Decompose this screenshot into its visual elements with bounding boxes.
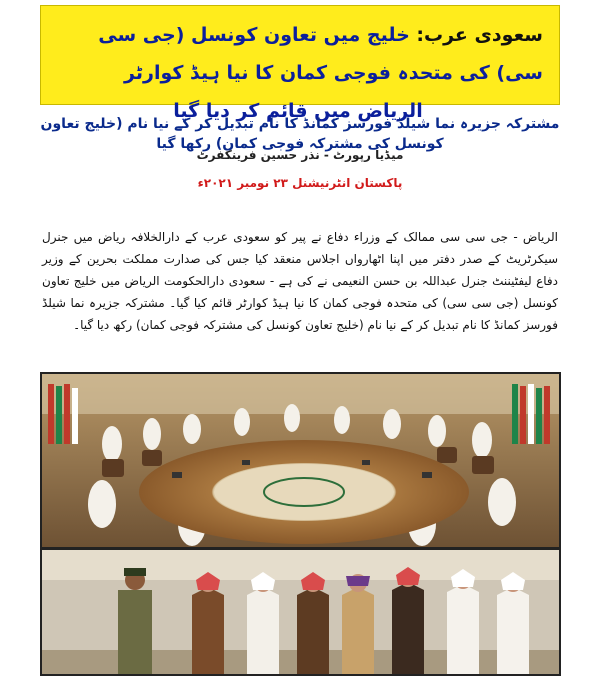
group-photo-illustration <box>42 550 559 674</box>
meeting-photo <box>40 372 561 549</box>
headline-line-2: الریاض میں قائم کر دیا گیا <box>173 100 423 122</box>
group-photo <box>40 548 561 676</box>
article-body: الریاض - جی سی سی ممالک کے وزراء دفاع نے پیر کو سعودی عرب کے دارالخلافہ ریاض میں جنرل سیکرٹریٹ کے صدر دفتر میں اپنا اٹھارواں اجلاس منعقد کیا جس کی صدارت مملکت بحرین کے وزیر دفاع لیفٹیننٹ جنرل عبداللہ بن حسن النعیمی نے کی ہے - سعودی دارالحکومت الریاض میں خلیج تعاون کونسل (جی سی سی) کی متحدہ فوجی کمان کا نیا ہیڈ کوارٹر قائم کیا گیا۔ مشترکہ جزیرہ نما شیلڈ فورسز کمانڈ کا نام تبدیل کر کے نیا نام (خلیج تعاون کونسل کی مشترکہ فوجی کمان) رکھ دیا گیا۔ <box>42 230 558 332</box>
reporter-byline: میڈیا رپورٹ - نذر حسین فرینکفرٹ <box>196 148 404 162</box>
headline-line-1: خلیج میں تعاون کونسل (جی سی سی) کی متحدہ فوجی کمان کا نیا ہیڈ کوارٹر <box>98 24 543 84</box>
headline-lead: سعودی عرب: <box>416 24 543 46</box>
meeting-photo-illustration <box>42 374 559 547</box>
headline-box <box>40 5 560 122</box>
subheadline: مشترکہ جزیرہ نما شیلڈ فورسز کمانڈ کا نام تبدیل کر کے نیا نام (خلیج تعاون کونسل کی مشترکہ فوجی کمان) رکھا گیا <box>40 116 560 152</box>
dateline: پاکستان انٹرنیشنل ۲۳ نومبر ۲۰۲۱ء <box>197 176 403 190</box>
